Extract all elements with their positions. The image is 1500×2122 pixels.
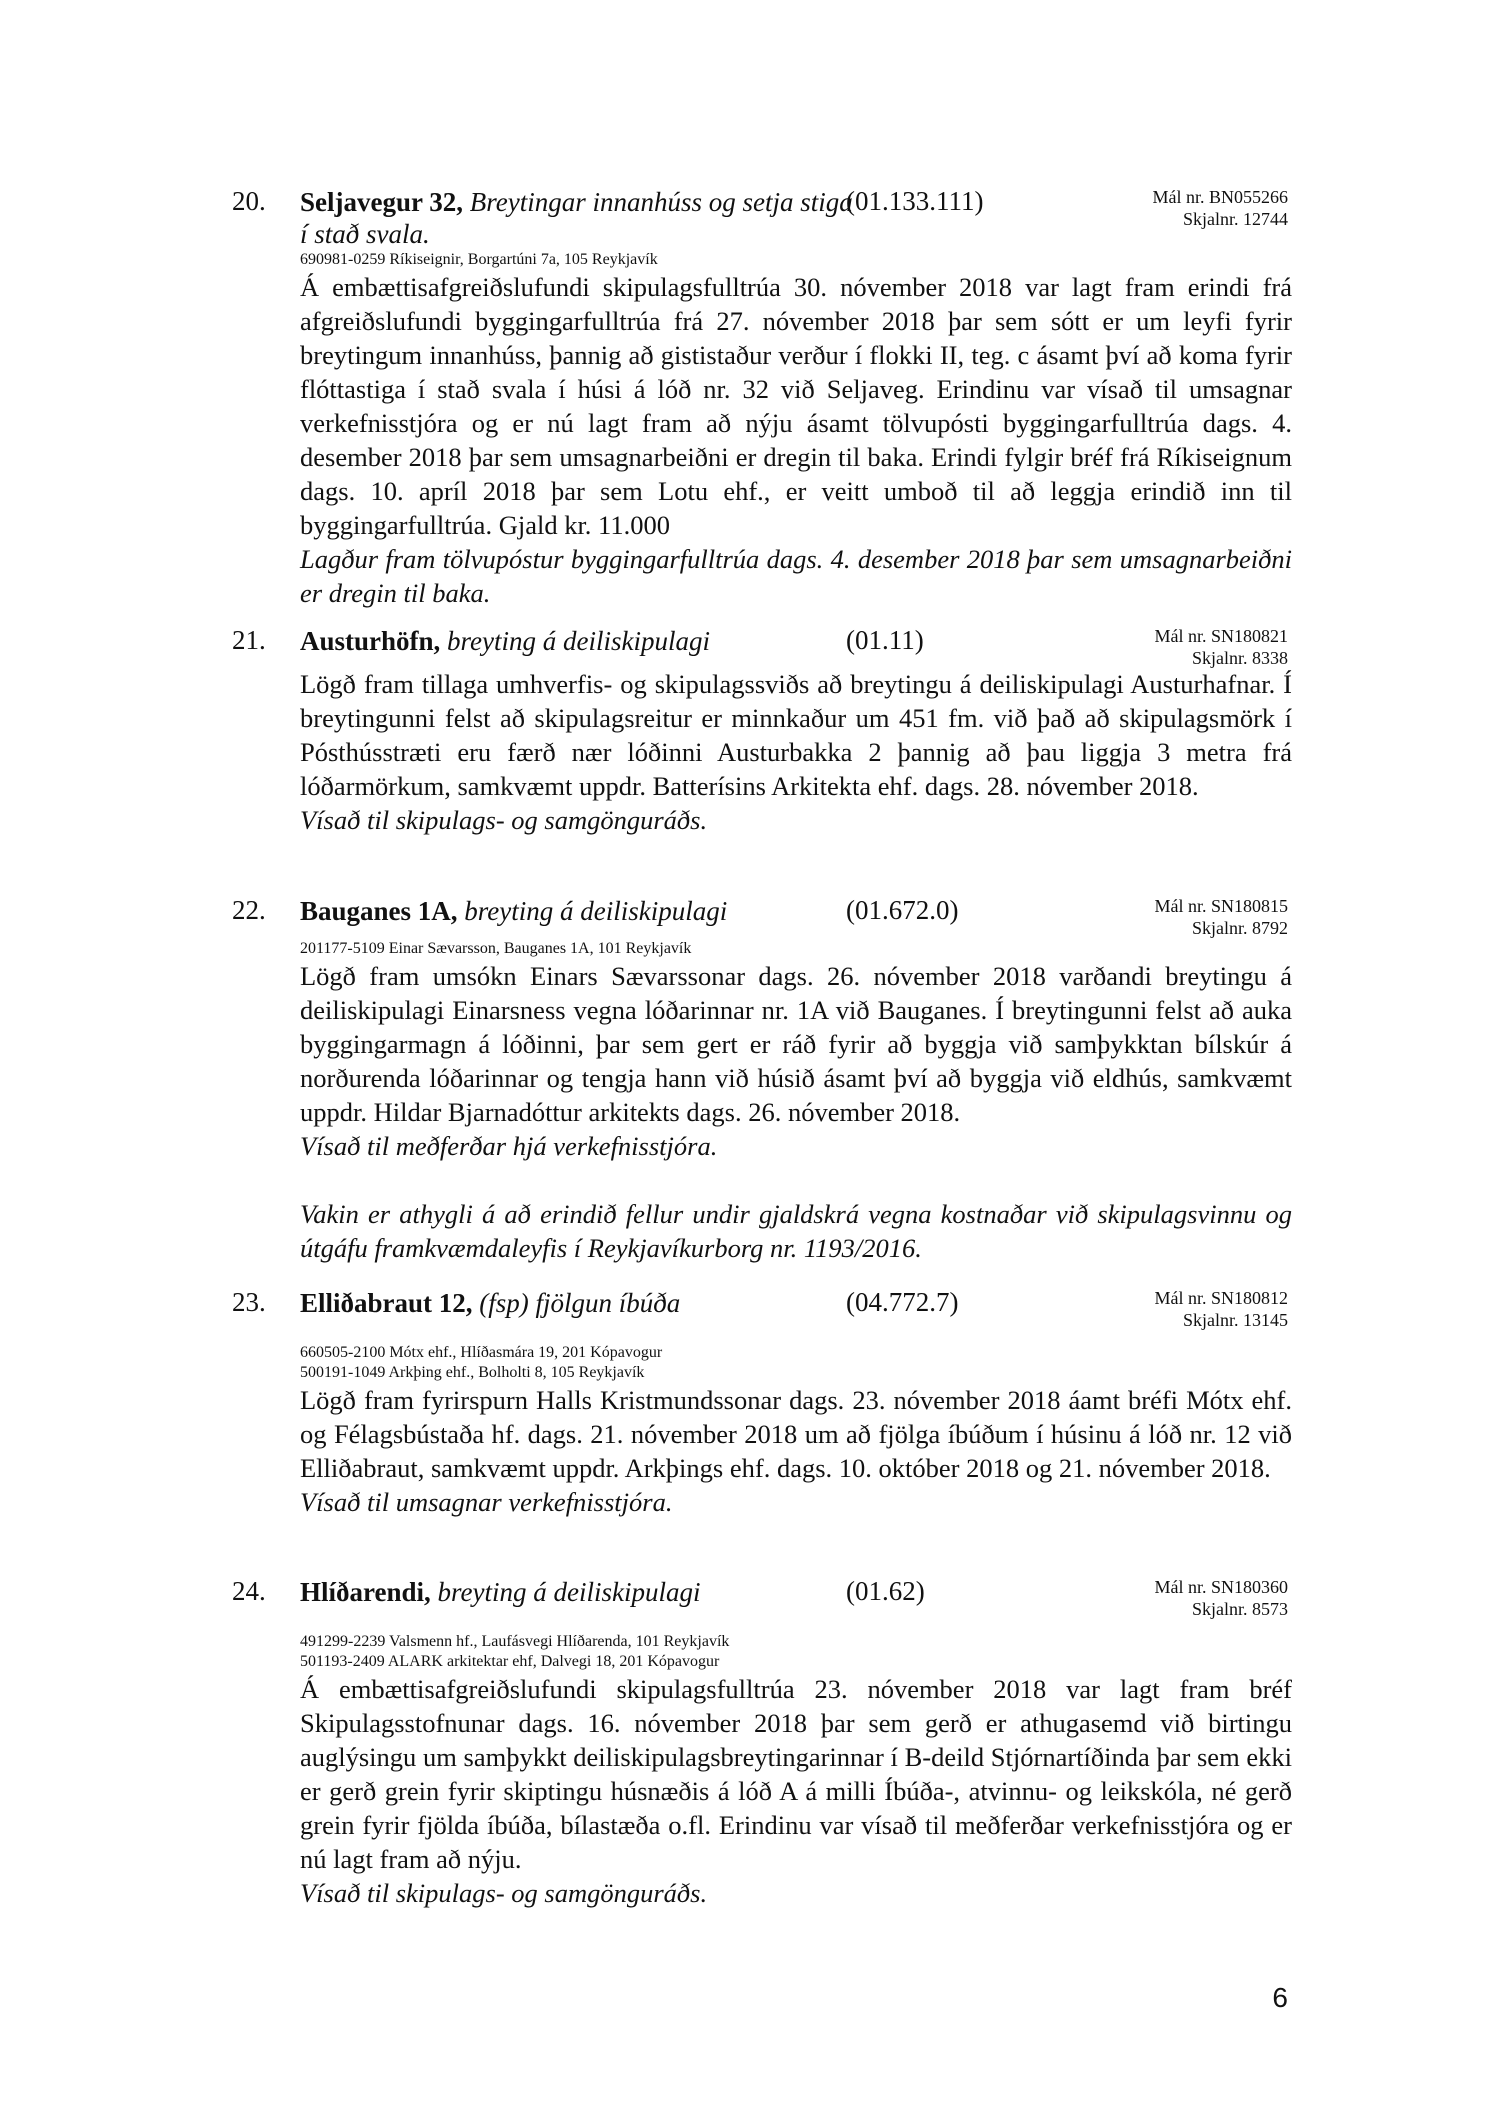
case-header: [232, 895, 1292, 953]
case-parties: [300, 1343, 1292, 1383]
case-header: [232, 625, 1292, 683]
case-description: (fsp) fjölgun íbúða: [479, 1288, 681, 1318]
case-code: (04.772.7): [846, 1287, 959, 1317]
case-refs: [1154, 895, 1288, 939]
case-title: [300, 895, 860, 927]
case-number: 23.: [232, 1287, 266, 1317]
case-parties: [300, 250, 1292, 270]
case-body: Lögð fram tillaga umhverfis- og skipulagssviðs að breytingu á deiliskipulagi Austurhafnar. Í breytingunni felst að skipulagsreitur er minnkaður um 451 fm. við það að skipulagsmörk í Pósthússtræti eru færð nær lóðinni Austurbakka 2 þannig að þau liggja 3 metra frá lóðarmörkum, samkvæmt uppdr. Batterísins Arkitekta ehf. dags. 28. nóvember 2018.: [300, 669, 1292, 801]
mal-nr: Mál nr. BN055266: [1152, 187, 1288, 207]
party-line: 491299-2239 Valsmenn hf., Laufásvegi Hlíðarenda, 101 Reykjavík: [300, 1633, 730, 1650]
case-address: Austurhöfn,: [300, 626, 441, 656]
case-body: Á embættisafgreiðslufundi skipulagsfulltrúa 30. nóvember 2018 var lagt fram erindi frá afgreiðslufundi byggingarfulltrúa frá 27. nóvember 2018 þar sem sótt er um leyfi fyrir breytingum innanhúss, þannig að gististaður verður í flokki II, teg. c ásamt því að koma fyrir flóttastiga í stað svala í húsi á lóð nr. 32 við Seljaveg. Erindinu var vísað til umsagnar verkefnisstjóra og er nú lagt fram að nýju ásamt tölvupósti byggingarfulltrúa dags. 4. desember 2018 þar sem umsagnarbeiðni er dregin til baka. Erindi fylgir bréf frá Ríkiseignum dags. 10. apríl 2018 þar sem Lotu ehf., er veitt umboð til að leggja erindið inn til byggingarfulltrúa. Gjald kr. 11.000: [300, 272, 1292, 540]
case-number: 21.: [232, 625, 266, 655]
case-header: [232, 1576, 1292, 1634]
skjal-nr: Skjalnr. 8573: [1191, 1599, 1288, 1619]
case-21: [232, 625, 1292, 837]
case-resolution: Vísað til meðferðar hjá verkefnisstjóra.: [300, 1131, 718, 1161]
party-line: 690981-0259 Ríkiseignir, Borgartúni 7a, 105 Reykjavík: [300, 251, 658, 268]
case-code: (01.133.111): [846, 186, 984, 216]
mal-nr: Mál nr. SN180815: [1154, 896, 1288, 916]
case-refs: [1154, 1287, 1288, 1331]
case-address: Seljavegur 32,: [300, 187, 463, 217]
case-resolution: Lagður fram tölvupóstur byggingarfulltrúa dags. 4. desember 2018 þar sem umsagnarbeiðni er dregin til baka.: [300, 544, 1292, 608]
case-20: [232, 186, 1292, 610]
case-code: (01.62): [846, 1576, 925, 1606]
case-refs: [1152, 186, 1288, 230]
mal-nr: Mál nr. SN180821: [1154, 626, 1288, 646]
case-body: Lögð fram umsókn Einars Sævarssonar dags. 26. nóvember 2018 varðandi breytingu á deiliskipulagi Einarsness vegna lóðarinnar nr. 1A við Bauganes. Í breytingunni felst að auka byggingarmagn á lóðinni, þar sem gert er ráð fyrir að byggja við samþykktan bílskúr á norðurenda lóðarinnar og tengja hann við húsið ásamt því að byggja við eldhús, samkvæmt uppdr. Hildar Bjarnadóttur arkitekts dags. 26. nóvember 2018.: [300, 961, 1292, 1127]
case-code: (01.672.0): [846, 895, 959, 925]
case-title: [300, 1576, 860, 1608]
party-line: 501193-2409 ALARK arkitektar ehf, Dalvegi 18, 201 Kópavogur: [300, 1653, 720, 1670]
case-number: 24.: [232, 1576, 266, 1606]
case-note: Vakin er athygli á að erindið fellur undir gjaldskrá vegna kostnaðar við skipulagsvinnu og útgáfu framkvæmdaleyfis í Reykjavíkurborg nr. 1193/2016.: [300, 1199, 1292, 1263]
case-23: [232, 1287, 1292, 1519]
case-header: [232, 186, 1292, 249]
party-line: 660505-2100 Mótx ehf., Hlíðasmára 19, 201 Kópavogur: [300, 1344, 663, 1361]
case-refs: [1154, 1576, 1288, 1620]
case-description: breyting á deiliskipulagi: [464, 896, 728, 926]
case-address: Hlíðarendi,: [300, 1577, 431, 1607]
skjal-nr: Skjalnr. 12744: [1182, 209, 1288, 229]
case-resolution: Vísað til umsagnar verkefnisstjóra.: [300, 1487, 673, 1517]
page-number: 6: [1272, 1982, 1288, 2013]
case-refs: [1154, 625, 1288, 669]
case-body: Á embættisafgreiðslufundi skipulagsfulltrúa 23. nóvember 2018 var lagt fram bréf Skipulagsstofnunar dags. 16. nóvember 2018 þar sem gerð er athugasemd við birtingu auglýsingu um samþykkt deiliskipulagsbreytingarinnar í B-deild Stjórnartíðinda þar sem ekki er gerð grein fyrir skiptingu húsnæðis á lóð A á milli Íbúða-, atvinnu- og leikskóla, né gerð grein fyrir fjölda íbúða, bílastæða o.fl. Erindinu var vísað til meðferðar verkefnisstjóra og er nú lagt fram að nýju.: [300, 1674, 1292, 1874]
skjal-nr: Skjalnr. 13145: [1182, 1310, 1288, 1330]
case-22: [232, 895, 1292, 1265]
spacer: [232, 1163, 1292, 1197]
case-header: [232, 1287, 1292, 1345]
mal-nr: Mál nr. SN180812: [1154, 1288, 1288, 1308]
case-number: 20.: [232, 186, 266, 216]
case-code: (01.11): [846, 625, 924, 655]
case-24: [232, 1576, 1292, 1910]
party-line: 500191-1049 Arkþing ehf., Bolholti 8, 105 Reykjavík: [300, 1364, 645, 1381]
case-description: breyting á deiliskipulagi: [437, 1577, 701, 1607]
mal-nr: Mál nr. SN180360: [1154, 1577, 1288, 1597]
case-resolution: Vísað til skipulags- og samgönguráðs.: [300, 805, 708, 835]
case-number: 22.: [232, 895, 266, 925]
case-resolution: Vísað til skipulags- og samgönguráðs.: [300, 1878, 708, 1908]
party-line: 201177-5109 Einar Sævarsson, Bauganes 1A, 101 Reykjavík: [300, 940, 692, 957]
case-parties: [300, 1632, 1292, 1672]
case-description: Breytingar innanhúss og setja stiga í stað svala.: [300, 187, 853, 249]
case-body: Lögð fram fyrirspurn Halls Kristmundssonar dags. 23. nóvember 2018 áamt bréfi Mótx ehf. og Félagsbústaða hf. dags. 21. nóvember 2018 um að fjölga íbúðum í húsinu á lóð nr. 12 við Elliðabraut, samkvæmt uppdr. Arkþings ehf. dags. 10. október 2018 og 21. nóvember 2018.: [300, 1385, 1292, 1483]
case-title: [300, 1287, 860, 1319]
skjal-nr: Skjalnr. 8338: [1191, 648, 1288, 668]
case-title: [300, 186, 860, 250]
case-address: Elliðabraut 12,: [300, 1288, 473, 1318]
case-description: breyting á deiliskipulagi: [447, 626, 711, 656]
skjal-nr: Skjalnr. 8792: [1191, 918, 1288, 938]
case-address: Bauganes 1A,: [300, 896, 458, 926]
case-title: [300, 625, 860, 657]
